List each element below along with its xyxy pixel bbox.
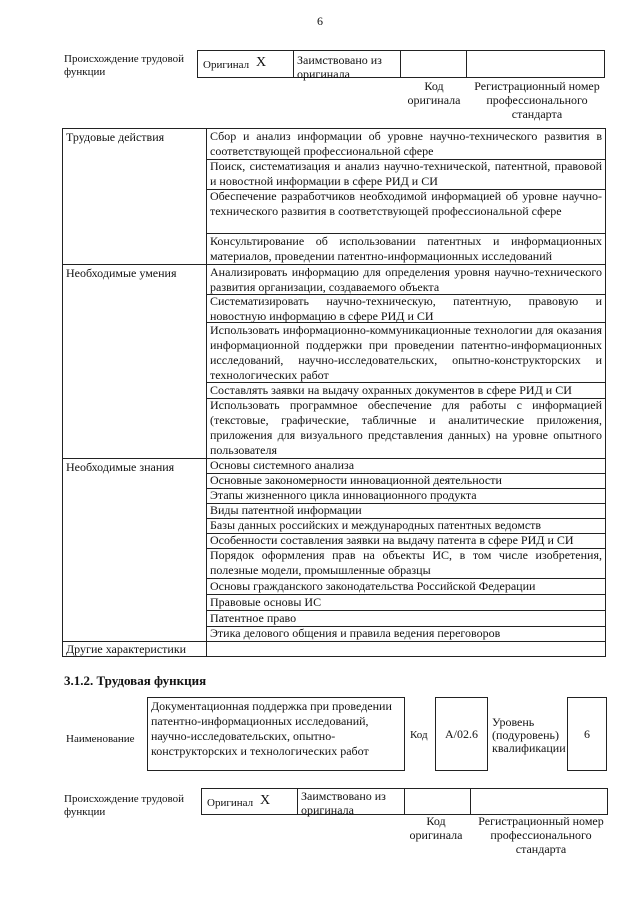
origin-label: Происхождение трудовой функции bbox=[64, 53, 185, 78]
page-number: 6 bbox=[317, 14, 323, 28]
labor-action-item: Сбор и анализ информации об уровне научно-технического развития в соответствующей профессиональной сфере bbox=[210, 129, 602, 158]
level-value: 6 bbox=[584, 727, 590, 741]
labor-action-item: Поиск, систематизация и анализ научно-технической, патентной, правовой и новостной информации в сфере РИД и СИ bbox=[210, 159, 602, 188]
reg-number-caption: Регистрационный номер профессионального стандарта bbox=[478, 814, 604, 856]
knowledge-item: Базы данных российских и международных патентных ведомств bbox=[210, 518, 542, 532]
knowledge-item: Правовые основы ИС bbox=[210, 595, 322, 609]
original-label: Оригинал bbox=[203, 59, 250, 71]
skill-item: Использовать информационно-коммуникационные технологии для оказания информационной поддержки при проведении патентно-информационных исследований, научно-исследовательских, опытно-конструкторских и технологических работ bbox=[210, 323, 602, 382]
knowledge-item: Этика делового общения и правила ведения переговоров bbox=[210, 626, 501, 640]
skill-item: Систематизировать научно-техническую, патентную, правовую и новостную информацию в сфере РИД и СИ bbox=[210, 294, 602, 323]
level-label: Уровень (подуровень) квалификации bbox=[492, 715, 566, 755]
skill-item: Анализировать информацию для определения уровня научно-технического развития организации, создаваемого объекта bbox=[210, 265, 602, 294]
original-label: Оригинал bbox=[207, 797, 254, 809]
knowledge-label: Необходимые знания bbox=[66, 460, 175, 474]
name-label: Наименование bbox=[66, 733, 135, 745]
labor-actions-label: Трудовые действия bbox=[66, 130, 165, 144]
skill-item: Использовать программное обеспечение для работы с информацией (текстовые, графические, табличные и аналитические приложения, приложения для визуального представления данных) на уровне опытного пользователя bbox=[210, 398, 602, 457]
section-heading: 3.1.2. Трудовая функция bbox=[64, 673, 207, 688]
origin-label: Происхождение трудовой функции bbox=[64, 793, 185, 818]
borrowed-label: Заимствовано из оригинала bbox=[301, 789, 386, 817]
labor-action-item: Консультирование об использовании патентных и информационных материалов, проведении патентно-информационных исследований bbox=[210, 234, 602, 263]
knowledge-item: Виды патентной информации bbox=[210, 503, 362, 517]
original-mark: X bbox=[256, 55, 267, 70]
borrowed-label: Заимствовано из оригинала bbox=[297, 53, 382, 81]
reg-number-caption: Регистрационный номер профессионального стандарта bbox=[474, 79, 600, 121]
other-characteristics-label: Другие характеристики bbox=[66, 642, 187, 656]
knowledge-item: Этапы жизненного цикла инновационного продукта bbox=[210, 488, 477, 502]
code-label: Код bbox=[410, 729, 428, 741]
knowledge-item: Основы гражданского законодательства Российской Федерации bbox=[210, 579, 536, 593]
knowledge-item: Основные закономерности инновационной деятельности bbox=[210, 473, 502, 487]
knowledge-item: Основы системного анализа bbox=[210, 458, 355, 472]
skill-item: Составлять заявки на выдачу охранных документов в сфере РИД и СИ bbox=[210, 383, 572, 397]
code-value: A/02.6 bbox=[445, 727, 478, 741]
name-value: Документационная поддержка при проведении патентно-информационных исследований, научно-исследовательских, опытно-конструкторских и технологических работ bbox=[151, 699, 392, 758]
knowledge-item: Особенности составления заявки на выдачу патента в сфере РИД и СИ bbox=[210, 533, 574, 547]
labor-action-item: Обеспечение разработчиков необходимой информацией об уровне научно-технического развития в соответствующей профессиональной сфере bbox=[210, 189, 602, 218]
original-mark: X bbox=[260, 793, 271, 808]
code-original-caption: Код оригинала bbox=[407, 79, 461, 107]
code-original-caption: Код оригинала bbox=[409, 814, 463, 842]
knowledge-item: Порядок оформления прав на объекты ИС, в том числе изобретения, полезные модели, промышленные образцы bbox=[210, 548, 602, 577]
skills-label: Необходимые умения bbox=[66, 266, 177, 280]
knowledge-item: Патентное право bbox=[210, 611, 297, 625]
